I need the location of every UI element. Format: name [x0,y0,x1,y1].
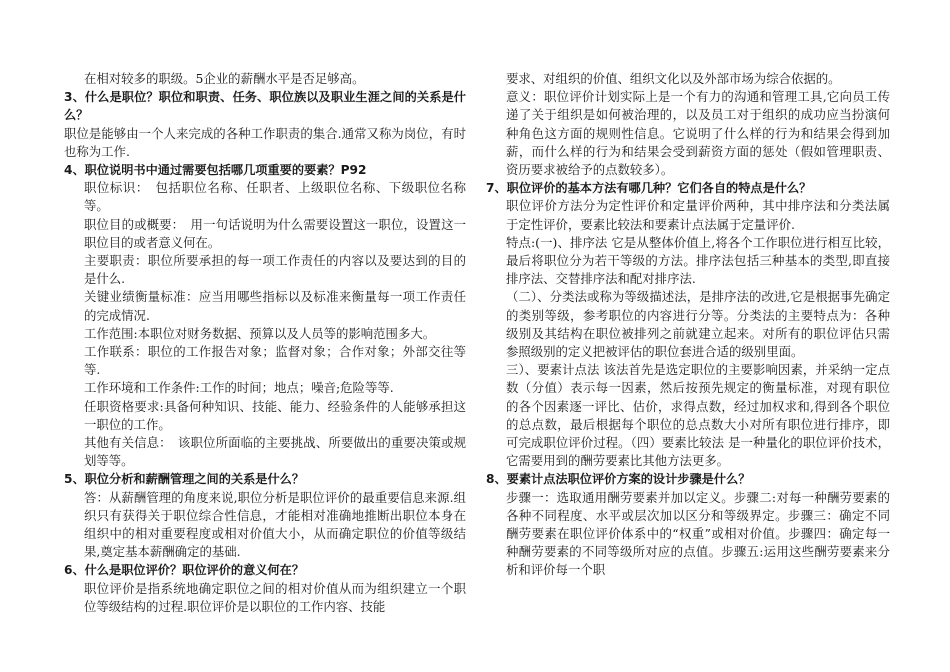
right-paragraph: 特点:(一)、排序法 它是从整体价值上,将各个工作职位进行相互比较，最后将职位分为若干等级的方法。排序法包括三种基本的类型,即直接排序法、交替排序法和配对排序法. [506,234,890,287]
right-paragraph: 要求、对组织的价值、组织文化以及外部市场为综合依据的。 [506,71,841,86]
left-paragraph: 任职资格要求:具备何种知识、技能、能力、经验条件的人能够承担这一职位的工作。 [84,398,466,432]
right-question-heading: 8、要素计点法职位评价方案的设计步骤是什么？ [486,472,751,487]
right-paragraph: （二）、分类法或称为等级描述法，是排序法的改进,它是根据事先确定的类别等级，参考职位的内容进行分等。分类法的主要特点为：各种级别及其结构在职位被排列之前就建立起来。对所有的职位评估只需参照级别的定义把被评估的职位套进合适的级别里面。 [506,289,890,360]
right-paragraph: 三）、要素计点法 该法首先是选定职位的主要影响因素，并采纳一定点数（分值）表示每一因素，然后按预先规定的衡量标准，对现有职位的各个因素逐一评比、估价，求得点数，经过加权求和,得到各个职位的总点数，最后根据每个职位的总点数大小对所有职位进行排序，即可完成职位评价过程。（四）要素比较法 是一种量化的职位评价技术，它需要用到的酬劳要素比其他方法更多。 [506,362,890,469]
right-column [486,70,890,580]
left-paragraph: 工作环境和工作条件:工作的时间；地点；噪音;危险等等. [84,380,394,396]
left-paragraph: 工作联系：职位的工作报告对象；监督对象；合作对象；外部交往等等. [84,344,466,378]
right-paragraph: 职位评价方法分为定性评价和定量评价两种，其中排序法和分类法属于定性评价，要素比较法和要素计点法属于定量评价. [506,198,890,232]
left-paragraph: 关键业绩衡量标准：应当用哪些指标以及标准来衡量每一项工作责任的完成情况. [84,289,466,323]
right-question-heading: 7、职位评价的基本方法有哪几种？它们各自的特点是什么？ [486,181,812,196]
left-paragraph: 职位评价是指系统地确定职位之间的相对价值从而为组织建立一个职位等级结构的过程.职位评价是以职位的工作内容、技能 [84,580,466,614]
left-paragraph: 主要职责：职位所要承担的每一项工作责任的内容以及要达到的目的是什么. [84,253,466,287]
left-question-heading: 5、职位分析和薪酬管理之间的关系是什么？ [64,472,305,487]
left-paragraph: 职位标识： 包括职位名称、任职者、上级职位名称、下级职位名称等。 [84,180,466,214]
left-paragraph: 答：从薪酬管理的角度来说,职位分析是职位评价的最重要信息来源.组织只有获得关于职位综合性信息，才能相对准确地推断出职位本身在组织中的相对重要程度或相对价值大小，从而确定职位的价值等级结果,奠定基本薪酬确定的基础. [84,489,466,560]
right-paragraph: 意义：职位评价计划实际上是一个有力的沟通和管理工具,它向员工传递了关于组织是如何被治理的，以及员工对于组织的成功应当扮演何种角色这方面的规则性信息。它说明了什么样的行为和结果会得到加薪，而什么样的行为和结果会受到薪资方面的惩处（假如管理职责、资历要求被给予的点数较多）。 [506,89,890,178]
left-question-heading: 4、职位说明书中通过需要包括哪几项重要的要素？P92 [64,163,367,178]
left-question-heading: 6、什么是职位评价？职位评价的意义何在？ [64,563,305,578]
left-column [64,70,466,616]
left-paragraph: 职位是能够由一个人来完成的各种工作职责的集合.通常又称为岗位，有时也称为工作. [64,125,466,159]
left-paragraph: 在相对较多的职级。5企业的薪酬水平是否足够高。 [84,71,365,86]
right-paragraph: 步骤一：选取通用酬劳要素并加以定义。步骤二:对每一种酬劳要素的各种不同程度、水平或层次加以区分和等级界定。步骤三：确定不同酬劳要素在职位评价体系中的“权重”或相对价值。步骤四：确定每一种酬劳要素的不同等级所对应的点值。步骤五:运用这些酬劳要素来分析和评价每一个职 [506,489,890,578]
left-question-heading: 3、什么是职位？职位和职责、任务、职位族以及职业生涯之间的关系是什么？ [64,90,466,123]
left-paragraph: 工作范围:本职位对财务数据、预算以及人员等的影响范围多大。 [84,325,436,341]
left-paragraph: 职位目的或概要： 用一句话说明为什么需要设置这一职位，设置这一职位目的或者意义何在。 [84,216,466,250]
left-paragraph: 其他有关信息： 该职位所面临的主要挑战、所要做出的重要决策或规划等等。 [84,435,466,469]
